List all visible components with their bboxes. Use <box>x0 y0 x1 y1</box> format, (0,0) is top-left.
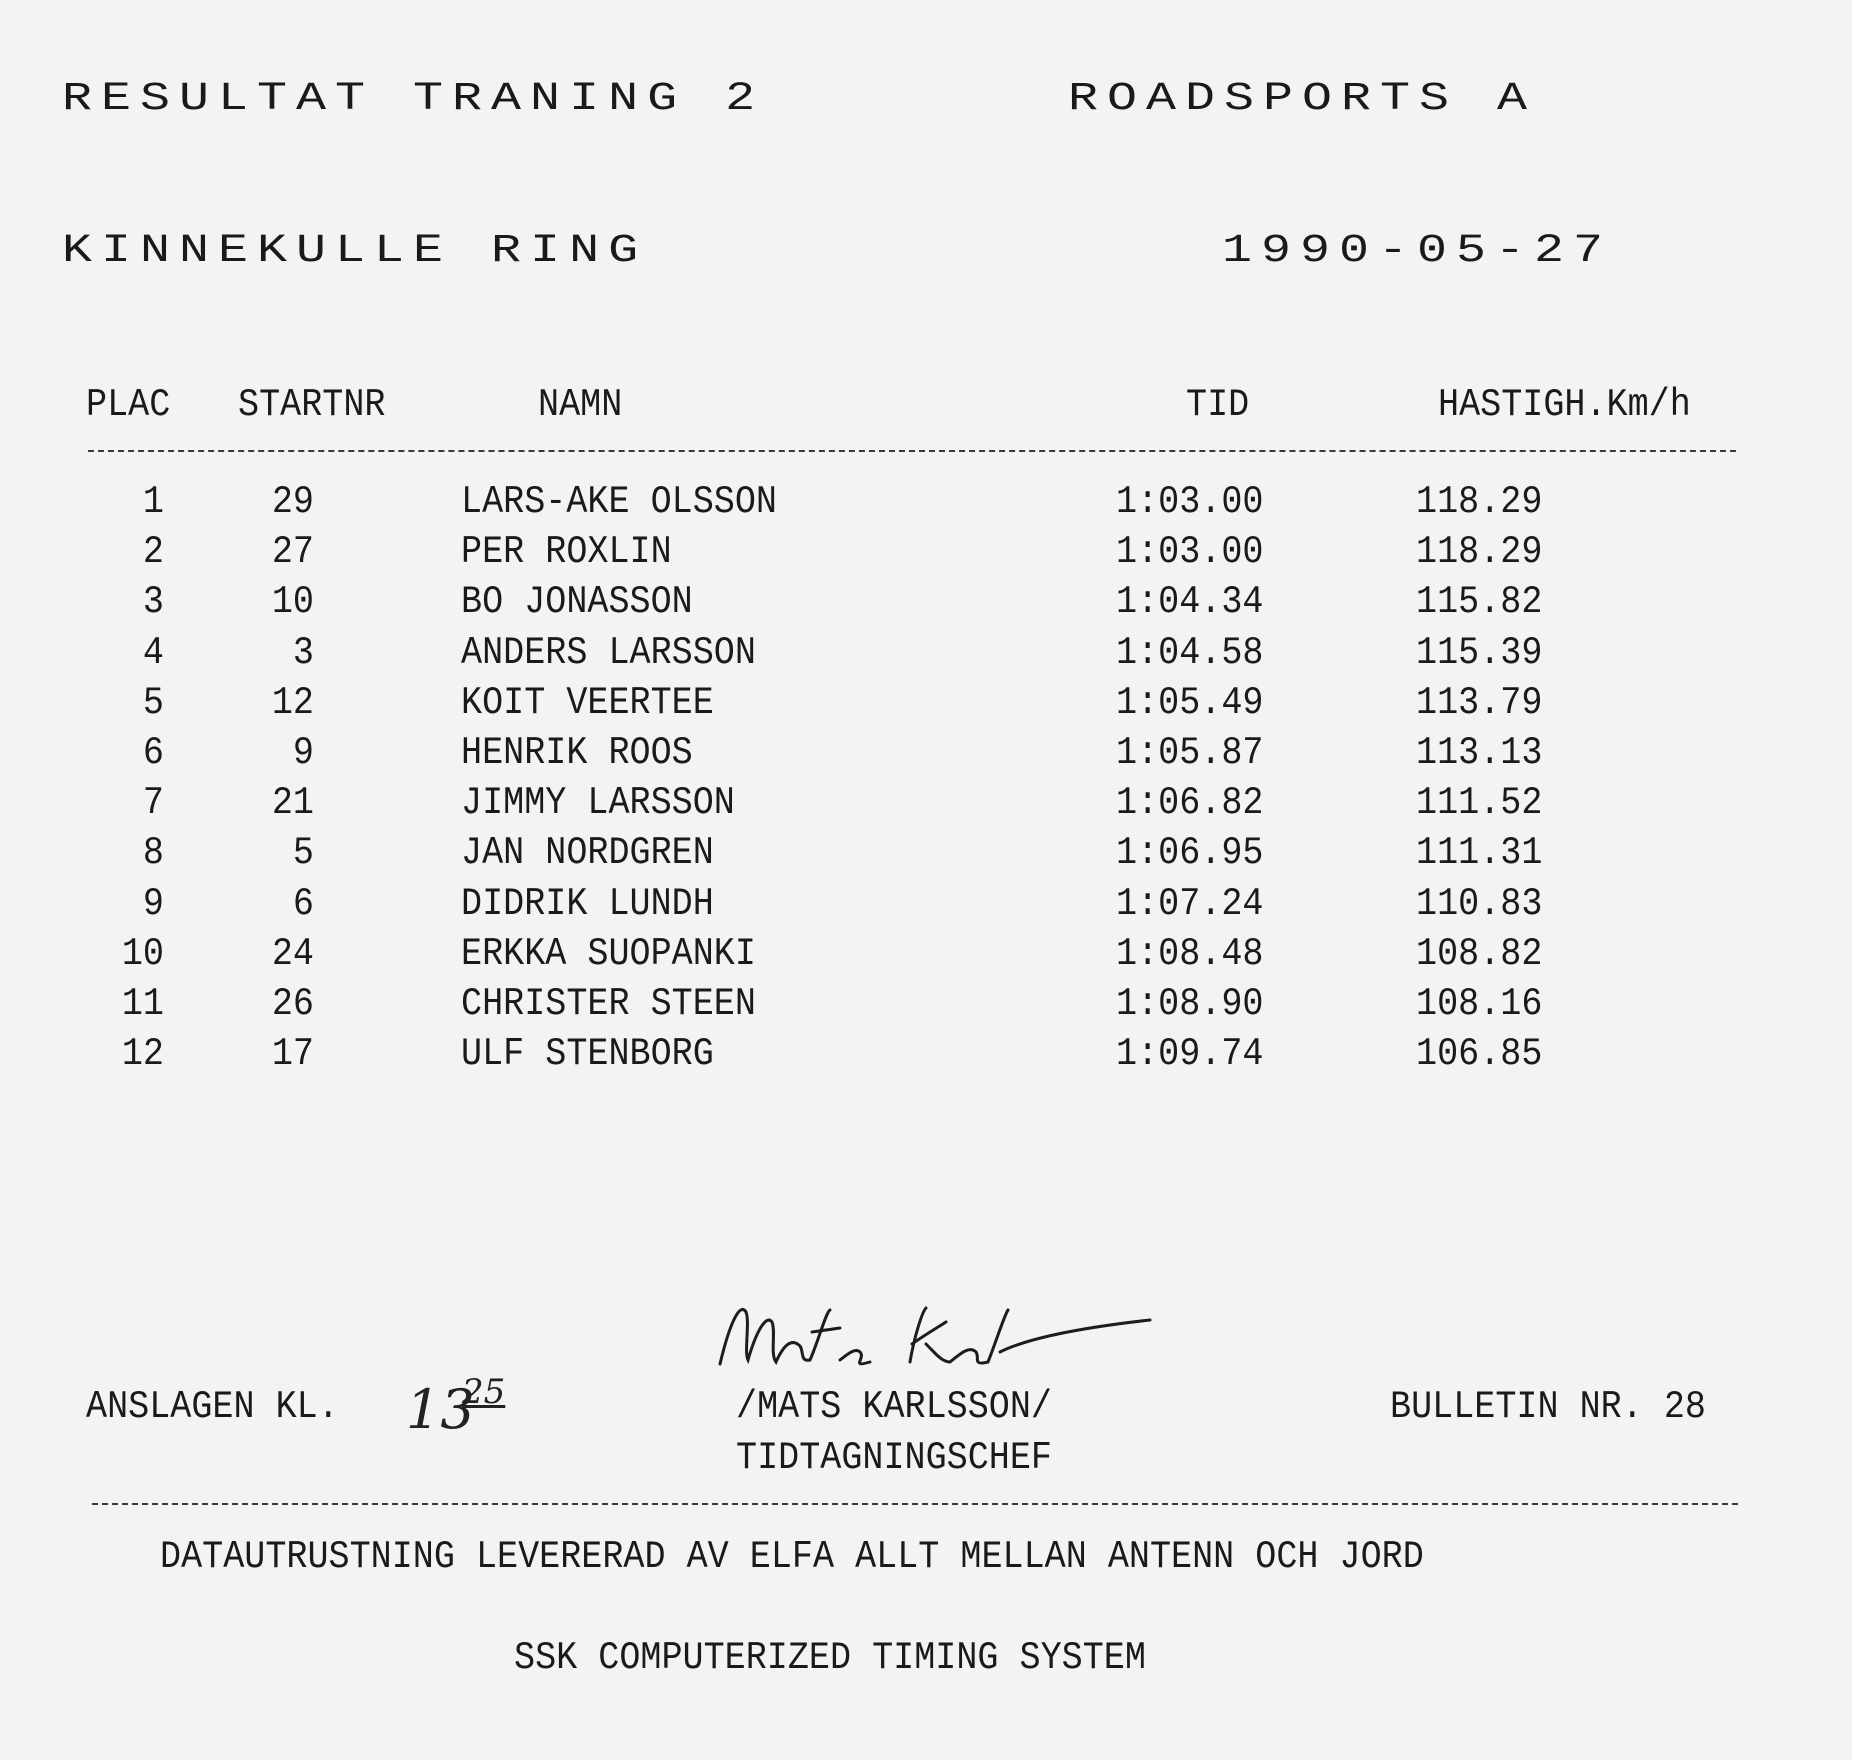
col-header-plac: PLAC <box>86 383 171 427</box>
signature-image <box>700 1282 1160 1392</box>
cell-plac: 2 <box>142 530 164 575</box>
cell-plac: 12 <box>121 1032 164 1077</box>
cell-plac: 9 <box>142 881 164 926</box>
cell-tid: 1:04.34 <box>1116 580 1264 625</box>
cell-tid: 1:06.95 <box>1116 831 1264 876</box>
cell-hastighet: 118.29 <box>1416 480 1543 524</box>
footer-divider <box>92 1503 1738 1505</box>
cell-plac: 10 <box>121 931 164 976</box>
sponsor-line: DATAUTRUSTNING LEVERERAD AV ELFA ALLT MELLAN ANTENN OCH JORD <box>160 1535 1424 1579</box>
cell-namn: ERKKA SUOPANKI <box>461 931 756 976</box>
col-header-hastighet: HASTIGH.Km/h <box>1438 383 1691 427</box>
cell-startnr: 9 <box>292 731 314 775</box>
cell-namn: CHRISTER STEEN <box>461 982 756 1026</box>
cell-tid: 1:03.00 <box>1116 530 1264 575</box>
cell-tid: 1:07.24 <box>1116 881 1264 926</box>
cell-startnr: 3 <box>292 630 314 675</box>
cell-tid: 1:09.74 <box>1116 1032 1264 1077</box>
cell-hastighet: 113.79 <box>1416 680 1543 725</box>
posted-time-minutes: 25 <box>462 1372 506 1412</box>
cell-tid: 1:08.48 <box>1116 931 1264 976</box>
cell-plac: 5 <box>142 680 164 725</box>
cell-namn: BO JONASSON <box>461 580 693 625</box>
cell-tid: 1:05.49 <box>1116 680 1264 725</box>
cell-plac: 8 <box>142 831 164 876</box>
cell-tid: 1:03.00 <box>1116 480 1264 524</box>
cell-startnr: 29 <box>271 480 314 524</box>
cell-startnr: 24 <box>271 931 314 976</box>
col-header-startnr: STARTNR <box>238 383 386 427</box>
cell-startnr: 10 <box>271 580 314 625</box>
cell-tid: 1:06.82 <box>1116 781 1264 826</box>
cell-hastighet: 108.16 <box>1416 982 1543 1026</box>
posted-label: ANSLAGEN KL. <box>86 1385 339 1429</box>
cell-namn: DIDRIK LUNDH <box>461 881 714 926</box>
race-class: ROADSPORTS A <box>1068 76 1537 122</box>
cell-startnr: 17 <box>271 1032 314 1077</box>
cell-plac: 3 <box>142 580 164 625</box>
cell-namn: JAN NORDGREN <box>461 831 714 876</box>
cell-plac: 7 <box>142 781 164 826</box>
cell-plac: 4 <box>142 630 164 675</box>
official-name: /MATS KARLSSON/ <box>736 1385 1052 1429</box>
cell-plac: 11 <box>121 982 164 1026</box>
cell-hastighet: 113.13 <box>1416 731 1543 775</box>
cell-hastighet: 111.52 <box>1416 781 1543 826</box>
event-date: 1990-05-27 <box>1222 228 1613 274</box>
cell-namn: ULF STENBORG <box>461 1032 714 1077</box>
cell-startnr: 5 <box>292 831 314 876</box>
col-header-tid: TID <box>1186 383 1250 427</box>
cell-startnr: 26 <box>271 982 314 1026</box>
cell-tid: 1:05.87 <box>1116 731 1264 775</box>
cell-namn: KOIT VEERTEE <box>461 680 714 725</box>
cell-startnr: 21 <box>271 781 314 826</box>
venue-name: KINNEKULLE RING <box>62 228 648 274</box>
cell-hastighet: 111.31 <box>1416 831 1543 876</box>
cell-namn: PER ROXLIN <box>461 530 672 575</box>
cell-startnr: 27 <box>271 530 314 575</box>
cell-namn: ANDERS LARSSON <box>461 630 756 675</box>
cell-namn: LARS-AKE OLSSON <box>461 480 777 524</box>
cell-hastighet: 110.83 <box>1416 881 1543 926</box>
official-title: TIDTAGNINGSCHEF <box>736 1436 1052 1480</box>
cell-hastighet: 108.82 <box>1416 931 1543 976</box>
cell-plac: 1 <box>142 480 164 524</box>
cell-startnr: 12 <box>271 680 314 725</box>
document-title: RESULTAT TRANING 2 <box>62 76 765 122</box>
cell-plac: 6 <box>142 731 164 775</box>
cell-tid: 1:04.58 <box>1116 630 1264 675</box>
bulletin-number: BULLETIN NR. 28 <box>1390 1385 1706 1429</box>
cell-hastighet: 115.39 <box>1416 630 1543 675</box>
cell-tid: 1:08.90 <box>1116 982 1264 1026</box>
posted-time-hours: 13 <box>406 1378 475 1441</box>
cell-namn: JIMMY LARSSON <box>461 781 735 826</box>
cell-hastighet: 115.82 <box>1416 580 1543 625</box>
cell-hastighet: 106.85 <box>1416 1032 1543 1077</box>
header-divider <box>88 450 1736 452</box>
timing-system-line: SSK COMPUTERIZED TIMING SYSTEM <box>514 1636 1146 1680</box>
col-header-namn: NAMN <box>538 383 623 427</box>
cell-startnr: 6 <box>292 881 314 926</box>
cell-hastighet: 118.29 <box>1416 530 1543 575</box>
cell-namn: HENRIK ROOS <box>461 731 693 775</box>
